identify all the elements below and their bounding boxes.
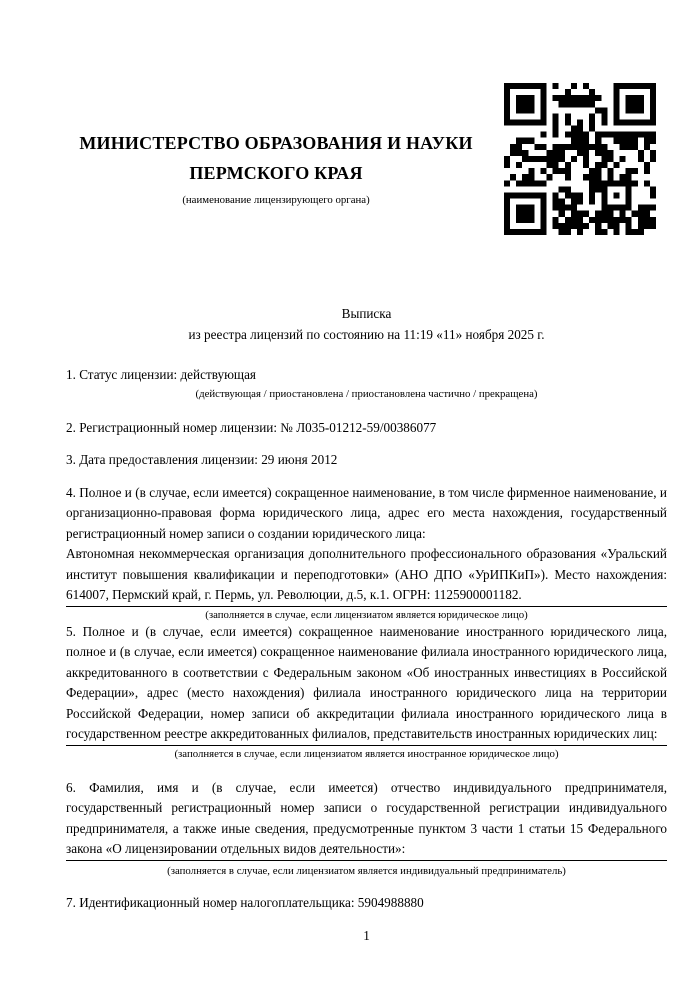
qr-code-icon [504,83,656,235]
page-number: 1 [363,928,370,943]
legal-entity-note: (заполняется в случае, если лицензиатом является юридическое лицо) [205,608,528,621]
section-legal-entity [66,483,667,622]
fill-in-line [66,606,667,607]
grant-date-line: 3. Дата предоставления лицензии: 29 июня 2012 [66,452,338,467]
ministry-caption: (наименование лицензирующего органа) [182,194,370,206]
ministry-name-line2: ПЕРМСКОГО КРАЯ [189,163,363,183]
document-title [66,304,667,345]
entrepreneur-label: 6. Фамилия, имя и (в случае, если имеется) отчество индивидуального предпринимателя, государственный регистрационный номер записи о государственной регистрации индивидуального предпринимателя, а также иные сведения, предусмотренные пунктом 3 части 1 статьи 15 Федерального закона «О лицензировании отдельных видов деятельности»: [66,779,667,856]
license-status-line: 1. Статус лицензии: действующая [66,367,257,382]
doc-title-line2: из реестра лицензий по состоянию на 11:19 «11» ноября 2025 г. [188,326,545,342]
ministry-header [66,0,486,207]
registration-number-line: 2. Регистрационный номер лицензии: № Л035-01212-59/00386077 [66,419,437,435]
doc-title-line1: Выписка [341,306,392,321]
section-license-status [66,365,667,401]
section-foreign-entity [66,622,667,761]
legal-entity-value: Автономная некоммерческая организация дополнительного профессионального образования «Уральский институт повышения квалификации и переподготовки» (АНО ДПО «УрИПКиП»). Место нахождения: 614007, Пермский край, г. Пермь, ул. Революции, д.5, к.1. ОГРН: 1125900001182. [66,546,667,602]
section-entrepreneur [66,778,667,878]
entrepreneur-note: (заполняется в случае, если лицензиатом является индивидуальный предприниматель) [167,864,566,877]
fill-in-line [66,860,667,861]
section-taxpayer-id [66,893,667,914]
foreign-entity-note: (заполняется в случае, если лицензиатом является иностранное юридическое лицо) [174,747,559,760]
section-registration-number [66,418,667,439]
license-status-options-note: (действующая / приостановлена / приостановлена частично / прекращена) [195,387,538,400]
section-grant-date [66,450,667,471]
foreign-entity-label: 5. Полное и (в случае, если имеется) сокращенное наименование иностранного юридического лица, полное и (в случае, если имеется) сокращенное наименование филиала иностранного юридического лица, аккредитованного в соответствии с Федеральным законом «Об иностранных инвестициях в Российской Федерации», адрес (место нахождения) филиала иностранного юридического лица на территории Российской Федерации, номер записи об аккредитации филиала иностранного юридического лица в государственном реестре аккредитованных филиалов, представительств иностранных юридических лиц: [66,623,667,741]
ministry-name-line1: МИНИСТЕРСТВО ОБРАЗОВАНИЯ И НАУКИ [79,133,473,153]
fill-in-line [66,745,667,746]
taxpayer-id-line: 7. Идентификационный номер налогоплательщика: 5904988880 [66,894,424,910]
legal-entity-label: 4. Полное и (в случае, если имеется) сокращенное наименование, в том числе фирменное наименование, и организационно-правовая форма юридического лица, адрес его места нахождения, государственный регистрационный номер записи о создании юридического лица: [66,484,667,541]
